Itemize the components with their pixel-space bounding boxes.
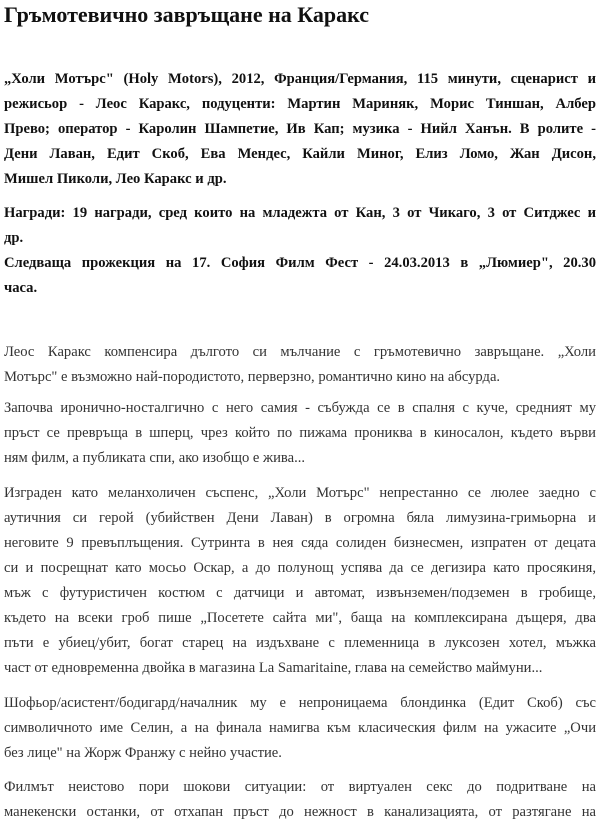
text-line: без лице" на Жорж Франжу с нейно участие. (4, 745, 282, 761)
text-line: Леос Каракс компенсира дългото си мълчание с гръмотевично завръщане. „Холи (4, 344, 596, 360)
text-line: Дени Лаван, Едит Скоб, Ева Мендес, Кайли Миног, Елиз Ломо, Жан Дисон, (4, 146, 596, 162)
text-line: където на всеки гроб пише „Посетете сайта ми", баща на комплексирана дъщеря, два (4, 610, 596, 626)
text-line: др. (4, 230, 24, 246)
text-line: пъти е убиец/убит, богат старец на издъхване с племенница в луксозен хотел, мъжка (4, 635, 596, 651)
article-title: Гръмотевично завръщане на Каракс (4, 2, 370, 27)
text-line: символичното име Селин, а на финала намигва към класическия филм на ужасите „Очи (4, 720, 596, 736)
body-paragraph (4, 775, 596, 825)
text-line: Изграден като меланхоличен съспенс, „Холи Мотърс" непрестанно се люлее заедно с (4, 485, 596, 501)
text-line: „Холи Мотърс" (Holy Motors), 2012, Франция/Германия, 115 минути, сценарист и (4, 71, 596, 87)
body-paragraph (4, 340, 596, 390)
text-line: си и посрещнат като мосьо Оскар, а до полунощ успява да се дегизира като просякиня, (4, 560, 596, 576)
text-line: Шофьор/асистент/бодигард/началник му е непроницаема блондинка (Едит Скоб) със (4, 695, 596, 711)
text-line: Започва иронично-носталгично с него самия - събужда се в спалня с куче, средният му (4, 400, 596, 416)
body-paragraph (4, 691, 596, 766)
text-line: пръст се превръща в шперц, чрез който по пижама прониква в киносалон, където върви (4, 425, 596, 441)
credits-paragraph (4, 67, 596, 192)
text-line: ням филм, а публиката спи, ако изобщо е жива... (4, 450, 306, 466)
text-line: неговите 9 превъплъщения. Сутринта в нея сяда солиден бизнесмен, изпратен от децата (4, 535, 596, 551)
body-paragraph (4, 396, 596, 471)
text-line: часа. (4, 280, 38, 296)
text-line: Мишел Пиколи, Лео Каракс и др. (4, 171, 227, 187)
awards-paragraph (4, 201, 596, 251)
text-line: Следваща прожекция на 17. София Филм Фест - 24.03.2013 в „Люмиер", 20.30 (4, 255, 596, 271)
text-line: част от едновременна двойка в магазина La Samaritaine, глава на семейство маймуни... (4, 660, 543, 676)
text-line: Прево; оператор - Каролин Шампетие, Ив Кап; музика - Нийл Ханън. В ролите - (4, 121, 596, 137)
screening-paragraph (4, 251, 596, 301)
text-line: мъж с футуристичен костюм с датчици и автомат, извънземен/подземен в гробище, (4, 585, 596, 601)
body-paragraph (4, 481, 596, 681)
text-line: режисьор - Леос Каракс, подуценти: Мартин Мариняк, Морис Тиншан, Албер (4, 96, 596, 112)
text-line: Филмът неистово пори шокови ситуации: от виртуален секс до подритване на (4, 779, 596, 795)
text-line: аутичния си герой (убийствен Дени Лаван) в огромна бяла лимузина-гримьорна и (4, 510, 596, 526)
text-line: Мотърс" е възможно най-породистото, перверзно, романтично кино на абсурда. (4, 369, 501, 385)
text-line: Награди: 19 награди, сред които на младежта от Кан, 3 от Чикаго, 3 от Ситджес и (4, 205, 596, 221)
text-line: манекенски останки, от отхапан пръст до нежност в канализацията, от разтягане на (4, 804, 596, 820)
